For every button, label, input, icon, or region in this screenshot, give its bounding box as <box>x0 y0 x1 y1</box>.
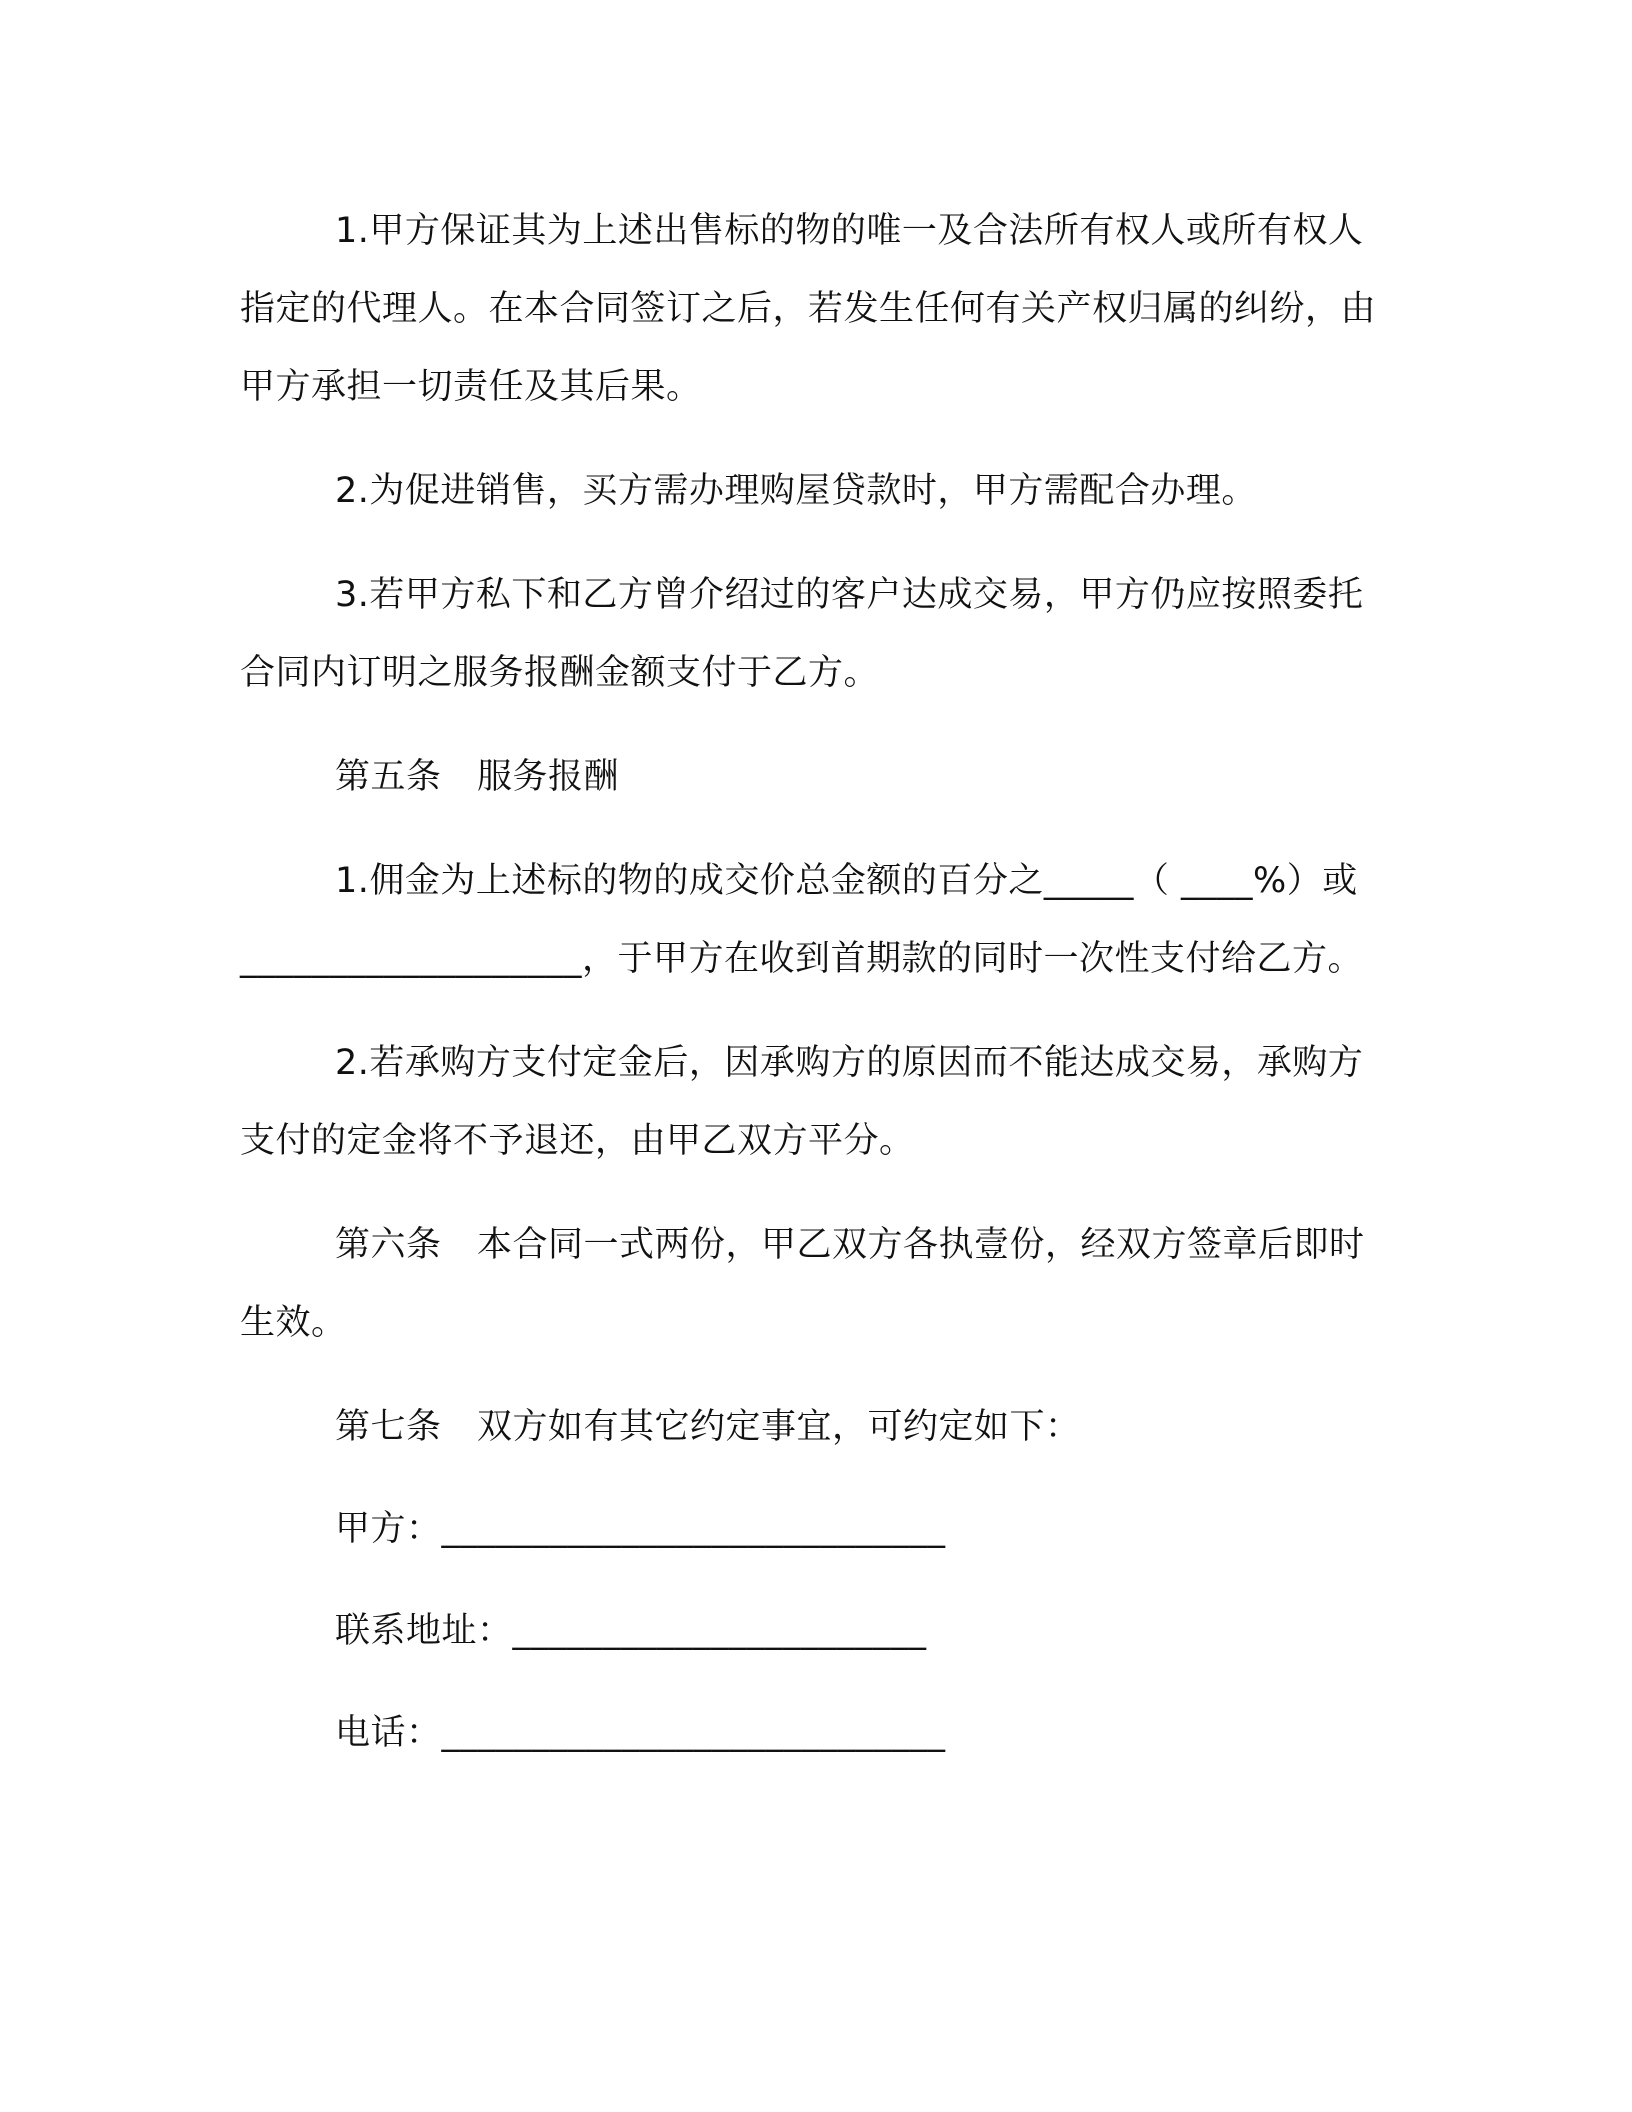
clause-4-item-1: 1.甲方保证其为上述出售标的物的唯一及合法所有权人或所有权人指定的代理人。在本合同签订之后，若发生任何有关产权归属的纠纷，由甲方承担一切责任及其后果。 <box>240 211 1377 407</box>
party-a-field: 甲方：____________________________ <box>335 1509 946 1549</box>
clause-4-item-2: 2.为促进销售，买方需办理购屋贷款时，甲方需配合办理。 <box>335 471 1257 511</box>
clause-5-item-2: 2.若承购方支付定金后，因承购方的原因而不能达成交易，承购方支付的定金将不予退还，由甲乙双方平分。 <box>240 1043 1364 1161</box>
contact-address-field: 联系地址：_______________________ <box>335 1611 927 1651</box>
clause-4-item-3: 3.若甲方私下和乙方曾介绍过的客户达成交易，甲方仍应按照委托合同内订明之服务报酬金额支付于乙方。 <box>240 575 1364 693</box>
document-body <box>240 192 1390 1772</box>
clause-7: 第七条 双方如有其它约定事宜，可约定如下： <box>335 1407 1081 1447</box>
phone-field: 电话：____________________________ <box>335 1713 946 1753</box>
clause-6: 第六条 本合同一式两份，甲乙双方各执壹份，经双方签章后即时生效。 <box>240 1225 1365 1343</box>
clause-5-item-1: 1.佣金为上述标的物的成交价总金额的百分之_____（ ____%）或___________________，于甲方在收到首期款的同时一次性支付给乙方。 <box>240 861 1364 979</box>
clause-5-heading: 第五条 服务报酬 <box>335 757 620 797</box>
